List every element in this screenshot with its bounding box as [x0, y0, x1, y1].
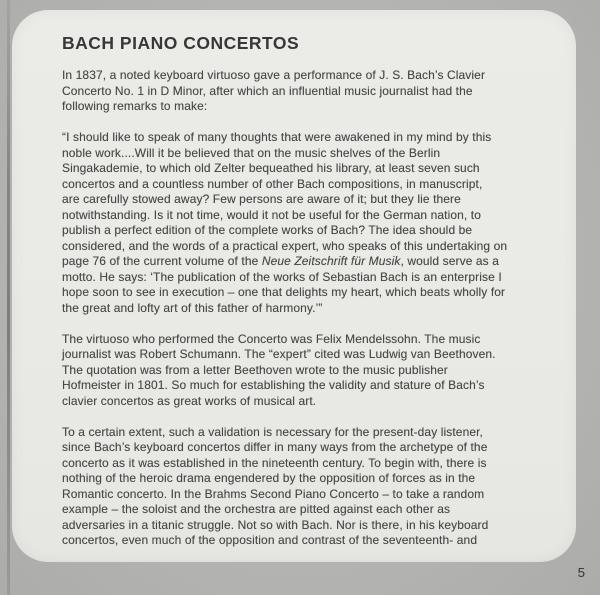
spine-shadow-line: [7, 0, 10, 595]
paragraph: In 1837, a noted keyboard virtuoso gave a performance of J. S. Bach’s Clavier Concerto No. 1 in D Minor, after which an influential music journalist had the following remarks to make:: [62, 68, 486, 113]
paragraph: To a certain extent, such a validation is necessary for the present-day listener, since Bach’s keyboard concertos differ in many ways from the archetype of the concerto as it was established in the nineteenth century. To begin with, there is nothing of the heroic drama engendered by the opposition of forces as in the Romantic concerto. In the Brahms Second Piano Concerto – to take a random example – the soloist and the orchestra are pitted against each other as adversaries in a titanic struggle. Not so with Bach. Nor is there, in his keyboard concertos, even much of the opposition and contrast of the seventeenth- and: [62, 424, 489, 547]
content-panel: [12, 10, 576, 562]
page-number: 5: [577, 565, 585, 580]
paragraph: “I should like to speak of many thoughts that were awakened in my mind by this noble work....Will it be believed that on the music shelves of the Berlin Singakademie, to which old Zelter bequeathed his library, at least seven such concertos and a countless number of other Bach compositions, in manuscript, are carefully stowed away? Few persons are aware of it; but they lie there notwithstanding. Is it not time, would it not be useful for the German nation, to publish a perfect edition of the complete works of Bach? The idea should be considered, and the words of a practical expert, who speaks of this undertaking on page 76 of the current volume of the Neue Zeitschrift für Musik, would serve as a motto. He says: ‘The publication of the works of Sebastian Bach is an enterprise I hope soon to see in execution – one that delights my heart, which beats wholly for the great and lofty art of this father of harmony.’”: [62, 130, 508, 315]
paragraph: The virtuoso who performed the Concerto was Felix Mendelssohn. The music journalist was Robert Schumann. The “expert” cited was Ludwig van Beethoven. The quotation was from a letter Beethoven wrote to the music publisher Hofmeister in 1801. So much for establishing the validity and stature of Bach’s clavier concertos as great works of musical art.: [62, 331, 496, 408]
body-text: [62, 68, 564, 549]
page-title: BACH PIANO CONCERTOS: [62, 33, 300, 53]
article: [62, 34, 564, 549]
